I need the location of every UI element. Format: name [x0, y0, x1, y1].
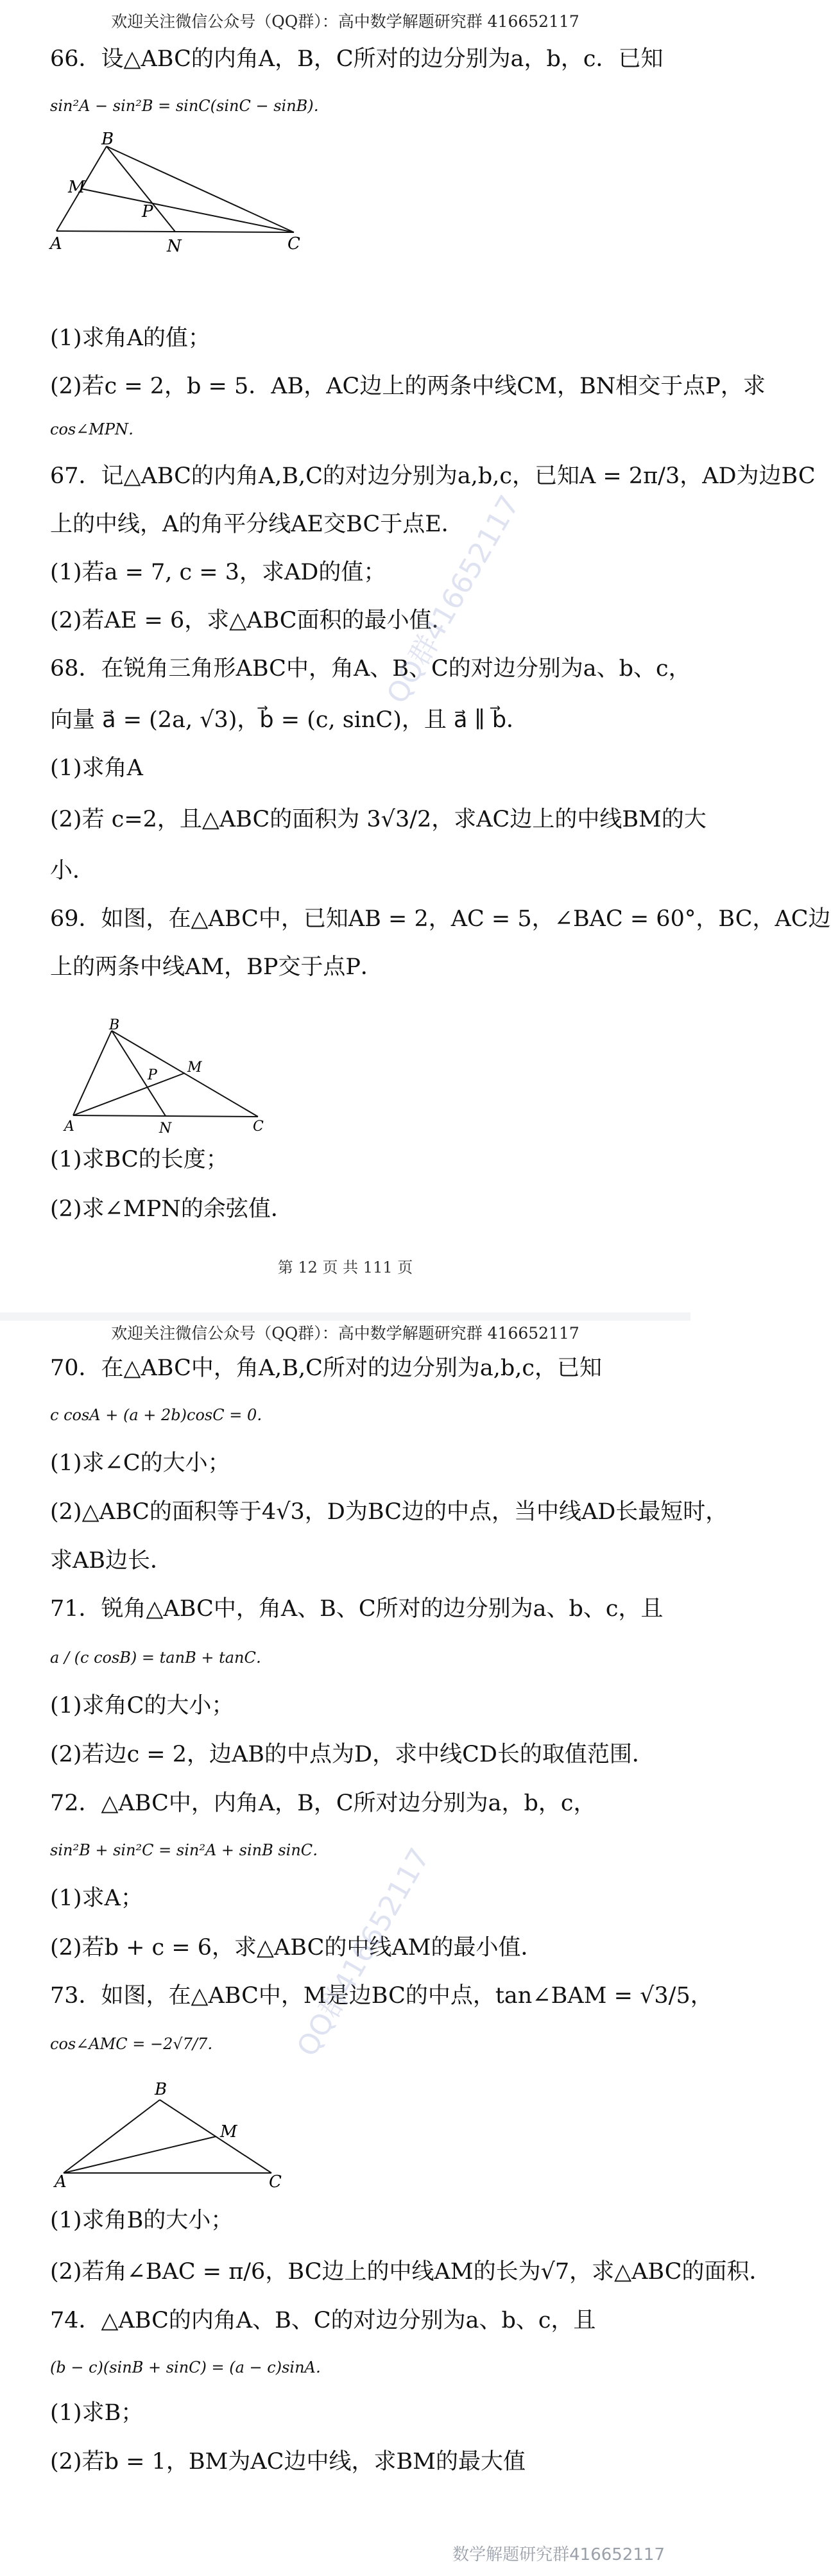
problem-68-q2b: 小． [50, 858, 96, 884]
label-P: P [148, 1067, 157, 1083]
problem-69-line1: 69．如图，在△ABC中，已知AB = 2，AC = 5，∠BAC = 60°，BC，AC边 [50, 906, 831, 932]
label-M: M [187, 1060, 202, 1076]
problem-66-q2: (2)若c = 2，b = 5．AB，AC边上的两条中线CM，BN相交于点P，求 [50, 374, 766, 399]
problem-71-q2: (2)若边c = 2，边AB的中点为D，求中线CD长的取值范围． [50, 1742, 655, 1767]
watermark: QQ群416652117 [381, 490, 526, 710]
problem-68-line1: 68．在锐角三角形ABC中，角A、B、C的对边分别为a、b、c， [50, 656, 691, 682]
page-2 [0, 1321, 772, 2576]
problem-72-q2: (2)若b + c = 6，求△ABC的中线AM的最小值． [50, 1935, 544, 1961]
label-C: C [269, 2172, 282, 2192]
problem-69-q2: (2)求∠MPN的余弦值． [50, 1196, 293, 1222]
page-header: 欢迎关注微信公众号（QQ群）：高中数学解题研究群 416652117 [111, 1324, 579, 1343]
label-B: B [155, 2080, 167, 2099]
problem-66-line1: 66．设△ABC的内角A，B，C所对的边分别为a，b，c．已知 [50, 46, 664, 72]
label-B: B [101, 130, 114, 149]
problem-69-q1: (1)求BC的长度； [50, 1147, 228, 1172]
label-A: A [55, 2172, 67, 2192]
problem-74-line2: (b − c)(sinB + sinC) = (a − c)sinA． [50, 2358, 331, 2376]
label-C: C [287, 234, 300, 253]
label-N: N [167, 237, 182, 256]
problem-70-q1: (1)求∠C的大小； [50, 1450, 230, 1476]
problem-68-q1: (1)求角A [50, 755, 143, 781]
watermark: QQ群416652117 [291, 1842, 436, 2063]
problem-73-line2: cos∠AMC = −2√7/7． [50, 2035, 223, 2053]
problem-68-q2: (2)若 c=2，且△ABC的面积为 3√3/2，求AC边上的中线BM的大 [50, 807, 707, 832]
label-N: N [159, 1121, 172, 1137]
label-A: A [64, 1119, 74, 1135]
problem-72-line2: sin²B + sin²C = sin²A + sinB sinC． [50, 1841, 329, 1859]
problem-70-q2: (2)△ABC的面积等于4√3，D为BC边的中点，当中线AD长最短时， [50, 1499, 728, 1525]
problem-73-q2: (2)若角∠BAC = π/6，BC边上的中线AM的长为√7，求△ABC的面积． [50, 2259, 772, 2285]
problem-73-q1: (1)求角B的大小； [50, 2208, 234, 2233]
problem-74-q2: (2)若b = 1，BM为AC边中线，求BM的最大值 [50, 2449, 526, 2475]
problem-66-line2: sin²A − sin²B = sinC(sinC − sinB)． [50, 97, 329, 115]
label-M: M [220, 2122, 237, 2142]
problem-74-q1: (1)求B； [50, 2400, 144, 2426]
problem-70-line2: c cosA + (a + 2b)cosC = 0． [50, 1406, 273, 1424]
triangle-figure-73 [55, 2078, 298, 2190]
problem-67-q1: (1)若a = 7, c = 3，求AD的值； [50, 560, 386, 585]
bottom-watermark: 数学解题研究群416652117 [452, 2545, 665, 2564]
label-P: P [142, 202, 153, 221]
page-footer: 第 12 页 共 111 页 [277, 1258, 413, 1276]
problem-68-line2: 向量 a⃗ = (2a, √3)，b⃗ = (c, sinC)，且 a⃗ ∥ b⃗． [50, 707, 529, 733]
label-A: A [50, 234, 62, 253]
problem-71-line2: a / (c cosB) = tanB + tanC． [50, 1649, 271, 1667]
problem-73-line1: 73．如图，在△ABC中，M是边BC的中点，tan∠BAM = √3/5， [50, 1983, 713, 2009]
problem-72-q1: (1)求A； [50, 1885, 143, 1911]
problem-74-line1: 74．△ABC的内角A、B、C的对边分别为a、b、c，且 [50, 2308, 596, 2333]
problem-70-line1: 70．在△ABC中，角A,B,C所对的边分别为a,b,c，已知 [50, 1355, 603, 1381]
problem-67-line2: 上的中线，A的角平分线AE交BC于点E． [50, 511, 464, 537]
label-B: B [109, 1017, 120, 1033]
problem-69-line2: 上的两条中线AM，BP交于点P． [50, 954, 383, 980]
label-M: M [68, 178, 85, 197]
label-C: C [253, 1119, 264, 1135]
problem-67-line1: 67．记△ABC的内角A,B,C的对边分别为a,b,c，已知A = 2π/3，AD为边BC [50, 463, 816, 489]
triangle-figure-66 [50, 130, 320, 257]
triangle-figure-69 [59, 1017, 284, 1137]
page-gap [0, 1312, 690, 1321]
problem-72-line1: 72．△ABC中，内角A，B，C所对边分别为a，b，c， [50, 1790, 596, 1816]
page-header: 欢迎关注微信公众号（QQ群）：高中数学解题研究群 416652117 [111, 12, 579, 31]
problem-67-q2: (2)若AE = 6，求△ABC面积的最小值． [50, 608, 454, 633]
problem-66-q1: (1)求角A的值； [50, 325, 210, 351]
problem-71-line1: 71．锐角△ABC中，角A、B、C所对的边分别为a、b、c，且 [50, 1596, 664, 1622]
problem-66-q2b: cos∠MPN． [50, 420, 144, 438]
problem-70-q2b: 求AB边长． [50, 1548, 173, 1574]
problem-71-q1: (1)求角C的大小； [50, 1693, 234, 1719]
